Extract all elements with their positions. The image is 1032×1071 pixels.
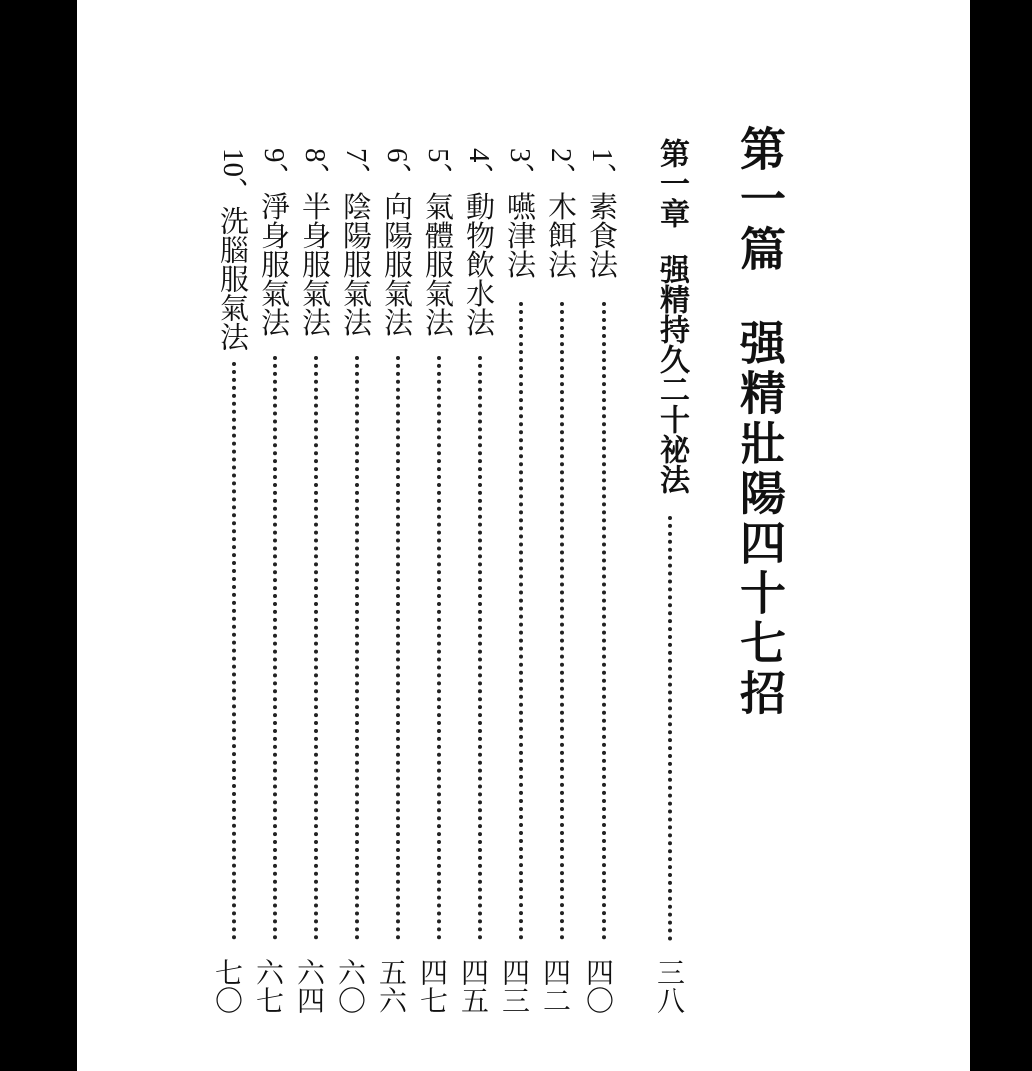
toc-entry-4[interactable] <box>459 148 500 337</box>
part-title <box>727 125 793 719</box>
entry-label: 、動物飲水法 <box>462 162 496 337</box>
part-prefix: 第一篇 <box>733 125 787 275</box>
entry-label: 、氣體服氣法 <box>421 162 455 337</box>
toc-entry-9[interactable] <box>254 148 295 337</box>
chapter-title: 强精持久二十祕法 <box>654 254 689 494</box>
toc-entry-1[interactable] <box>582 148 623 279</box>
entry-number: 1 <box>586 148 618 163</box>
toc-entry-10[interactable] <box>213 148 254 351</box>
toc-entry-2[interactable] <box>541 148 582 279</box>
entry-page-number: 四三 <box>498 958 531 1014</box>
chapter-heading <box>649 138 693 494</box>
entry-leader <box>314 356 318 940</box>
entry-leader <box>519 302 523 940</box>
entry-label: 、洗腦服氣法 <box>216 177 250 351</box>
entry-page-number: 六〇 <box>334 958 367 1014</box>
entry-page-number: 五六 <box>375 958 408 1014</box>
entry-page-number: 七〇 <box>211 958 244 1014</box>
entry-page-number: 四二 <box>539 958 572 1014</box>
entry-page-number: 四〇 <box>582 958 615 1014</box>
entry-leader <box>478 356 482 940</box>
chapter-page-number: 三八 <box>653 958 686 1014</box>
entry-number: 7 <box>340 148 372 163</box>
book-page <box>77 0 970 1071</box>
entry-label: 、向陽服氣法 <box>380 162 414 337</box>
entry-leader <box>396 356 400 940</box>
toc-entry-7[interactable] <box>336 148 377 337</box>
entry-number: 10 <box>217 148 249 177</box>
part-title-text: 强精壯陽四十七招 <box>733 319 787 719</box>
toc-entry-6[interactable] <box>377 148 418 337</box>
entry-leader <box>437 356 441 940</box>
entry-label: 、陰陽服氣法 <box>339 162 373 337</box>
entry-leader <box>560 302 564 940</box>
entry-number: 4 <box>463 148 495 163</box>
entry-number: 5 <box>422 148 454 163</box>
entry-label: 、淨身服氣法 <box>257 162 291 337</box>
entry-leader <box>232 362 236 940</box>
entry-leader <box>602 302 606 940</box>
entry-number: 9 <box>258 148 290 163</box>
toc-entry-8[interactable] <box>295 148 336 337</box>
chapter-prefix: 第一章 <box>654 138 689 228</box>
entry-number: 2 <box>545 148 577 163</box>
entry-page-number: 六七 <box>252 958 285 1014</box>
entry-label: 、木餌法 <box>544 162 578 279</box>
entry-page-number: 四七 <box>416 958 449 1014</box>
entry-page-number: 六四 <box>293 958 326 1014</box>
entry-leader <box>355 356 359 940</box>
entry-leader <box>273 356 277 940</box>
entry-number: 3 <box>504 148 536 163</box>
entry-number: 8 <box>299 148 331 163</box>
entry-label: 、半身服氣法 <box>298 162 332 337</box>
entry-number: 6 <box>381 148 413 163</box>
entry-label: 、嚥津法 <box>503 162 537 279</box>
chapter-leader <box>668 516 672 941</box>
entry-label: 、素食法 <box>585 162 619 279</box>
toc-entry-3[interactable] <box>500 148 541 279</box>
entry-page-number: 四五 <box>457 958 490 1014</box>
toc-entry-5[interactable] <box>418 148 459 337</box>
